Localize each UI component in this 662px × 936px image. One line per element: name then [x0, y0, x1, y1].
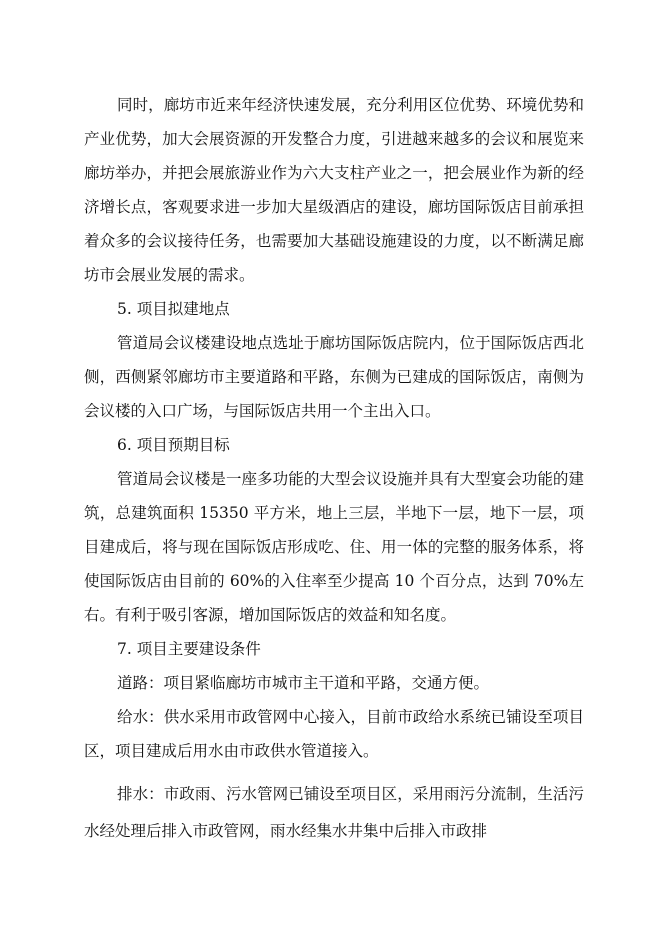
- section-heading-7: 7. 项目主要建设条件: [117, 640, 261, 658]
- paragraph-project-goals: 管道局会议楼是一座多功能的大型会议设施并具有大型宴会功能的建筑，总建筑面积 15350 平方米，地上三层，半地下一层，地下一层，项目建成后，将与现在国际饭店形成吃、住、用一体的完整的服务体系，将使国际饭店由目前的 60%的入住率至少提高 10 个百分点，达到 70%左右。有利于吸引客源，增加国际饭店的效益和知名度。: [84, 470, 584, 624]
- paragraph-water-supply: 给水：供水采用市政管网中心接入，目前市政给水系统已铺设至项目区，项目建成后用水由市政供水管道接入。: [84, 708, 584, 760]
- paragraph-drainage: 排水：市政雨、污水管网已铺设至项目区，采用雨污分流制，生活污水经处理后排入市政管网，雨水经集水井集中后排入市政排: [84, 785, 584, 840]
- section-heading-6: 6. 项目预期目标: [117, 436, 230, 454]
- paragraph-project-location: 管道局会议楼建设地点选址于廊坊国际饭店院内，位于国际饭店西北侧，西侧紧邻廊坊市主要道路和平路，东侧为已建成的国际饭店，南侧为会议楼的入口广场，与国际饭店共用一个主出入口。: [84, 334, 584, 420]
- paragraph-exhibition-industry: 同时，廊坊市近来年经济快速发展，充分利用区位优势、环境优势和产业优势，加大会展资源的开发整合力度，引进越来越多的会议和展览来廊坊举办，并把会展旅游业作为六大支柱产业之一，把会展业作为新的经济增长点，客观要求进一步加大星级酒店的建设，廊坊国际饭店目前承担着众多的会议接待任务，也需要加大基础设施建设的力度，以不断满足廊坊市会展业发展的需求。: [84, 96, 584, 284]
- paragraph-roads: 道路：项目紧临廊坊市城市主干道和平路，交通方便。: [117, 674, 490, 692]
- section-heading-5: 5. 项目拟建地点: [117, 300, 230, 318]
